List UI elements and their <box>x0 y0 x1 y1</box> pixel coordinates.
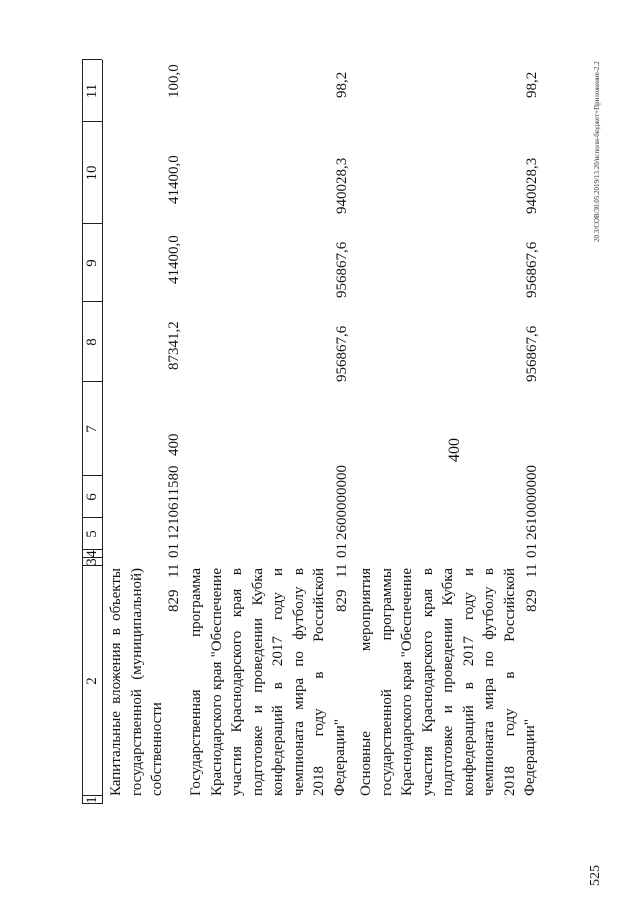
header-col-11: 11 <box>84 83 100 99</box>
row-1-c11: 100,0 <box>166 64 182 98</box>
row-2-c9: 956867,6 <box>334 241 350 298</box>
row-3-c8: 956867,6 <box>524 325 540 382</box>
row-1-c10: 41400,0 <box>166 155 182 204</box>
footer-file-path: 20.3/СОВ/30.05.2019/13.20/исполн-бюджет+Приложение-2.2 <box>593 61 601 242</box>
row-2-description: Государственная программа Краснодарского края "Обеспечение участия Краснодарского края в подготовке и проведении Кубка конфедераций в 2017 году и чемпионата мира по футболу в 2018 году в Российской Федерации" <box>188 568 348 796</box>
row-1-c9: 41400,0 <box>166 235 182 284</box>
row-2-c8: 956867,6 <box>334 325 350 382</box>
page-number-top: 400 <box>446 438 463 462</box>
row-1-c7: 400 <box>166 433 182 456</box>
header-col-8: 8 <box>84 338 100 346</box>
row-2-c6: 2600000000 <box>334 465 350 540</box>
header-col-6: 6 <box>84 493 100 501</box>
row-1-c3: 829 <box>166 589 182 612</box>
row-2-c4: 11 <box>334 563 350 578</box>
row-3-c5: 01 <box>524 543 540 558</box>
row-3-c6: 2610000000 <box>524 465 540 540</box>
header-col-7: 7 <box>84 425 100 433</box>
row-3-c10: 940028,3 <box>524 157 540 214</box>
row-3-description: Основные мероприятия государственной программы Краснодарского края "Обеспечение участия Краснодарского края в подготовке и проведении Кубка конфедераций в 2017 году и чемпионата мира по футболу в 2018 году в Российской Федерации" <box>358 568 538 796</box>
row-3-c11: 98,2 <box>524 71 540 98</box>
page-number-bottom: 525 <box>588 865 603 886</box>
header-col-3: 3 <box>84 558 100 566</box>
row-2-c10: 940028,3 <box>334 157 350 214</box>
header-col-9: 9 <box>84 259 100 267</box>
row-1-c8: 87341,2 <box>166 321 182 370</box>
row-1-c4: 11 <box>166 563 182 578</box>
row-2-c11: 98,2 <box>334 71 350 98</box>
row-1-description: Капитальные вложения в объекты государственной (муниципальной) собственности <box>108 568 165 796</box>
row-3-c9: 956867,6 <box>524 241 540 298</box>
table-header-bottom-border <box>102 60 103 804</box>
row-2-c5: 01 <box>334 543 350 558</box>
header-col-1: 1 <box>84 796 100 804</box>
header-col-2: 2 <box>84 677 100 685</box>
header-col-4: 4 <box>84 550 100 558</box>
header-col-5: 5 <box>84 530 100 538</box>
row-1-c5: 01 <box>166 543 182 558</box>
row-3-c4: 11 <box>524 563 540 578</box>
row-3-c3: 829 <box>524 589 540 612</box>
row-1-c6: 1210611580 <box>166 465 182 540</box>
row-2-c3: 829 <box>334 589 350 612</box>
header-col-10: 10 <box>84 165 100 181</box>
